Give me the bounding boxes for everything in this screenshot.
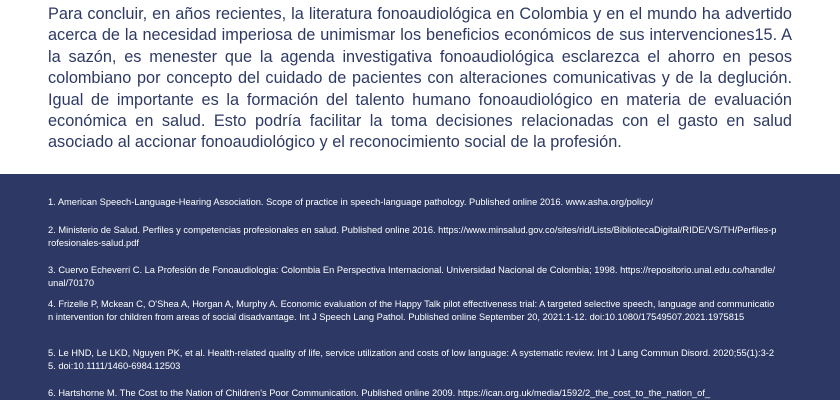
reference-item: 5. Le HND, Le LKD, Nguyen PK, et al. Health-related quality of life, service utilization and costs of low language: A systematic review. Int J Lang Commun Disord. 2020;55(1):3-25. doi:10.1111/1460-6984.12503 xyxy=(48,348,775,371)
reference-item: 4. Frizelle P, Mckean C, O'Shea A, Horgan A, Murphy A. Economic evaluation of the Happy Talk pilot effectiveness trial: A targeted selective speech, language and communication intervention for children from areas of social disadvantage. Int J Speech Lang Pathol. Published online September 20, 2021:1-12. doi:10.1080/17549507.2021.1975815 xyxy=(48,299,775,322)
body-text xyxy=(48,4,792,154)
reference-item: 6. Hartshorne M. The Cost to the Nation of Children's Poor Communication. Published online 2009. https://ican.org.uk/media/1592/2_the_cost_to_the_nation_of_ xyxy=(48,388,711,398)
body-paragraph: Para concluir, en años recientes, la literatura fonoaudiológica en Colombia y en el mundo ha advertido acerca de la necesidad imperiosa de unimismar los beneficios económicos de sus intervenciones15. A la sazón, es menester que la agenda investigativa fonoaudiológica esclarezca el ahorro en pesos colombiano por concepto del cuidado de pacientes con alteraciones comunicativas y de la deglución. Igual de importante es la formación del talento humano fonoaudiológico en materia de evaluación económica en salud. Esto podría facilitar la toma decisiones relacionadas con el gasto en salud asociado al accionar fonoaudiológico y el reconocimiento social de la profesión. xyxy=(48,5,792,152)
reference-item: 3. Cuervo Echeverri C. La Profesión de Fonoaudiologia: Colombia En Perspectiva Internacional. Universidad Nacional de Colombia; 1998. https://repositorio.unal.edu.co/handle/unal/70170 xyxy=(48,265,776,288)
references-panel xyxy=(0,174,840,400)
reference-item: 1. American Speech-Language-Hearing Association. Scope of practice in speech-language pathology. Published online 2016. www.asha.org/policy/ xyxy=(48,197,654,207)
reference-item: 2. Ministerio de Salud. Perfiles y competencias profesionales en salud. Published online 2016. https://www.minsalud.gov.co/sites/rid/Lists/BibliotecaDigital/RIDE/VS/TH/Perfiles-profesionales-salud.pdf xyxy=(48,225,777,248)
